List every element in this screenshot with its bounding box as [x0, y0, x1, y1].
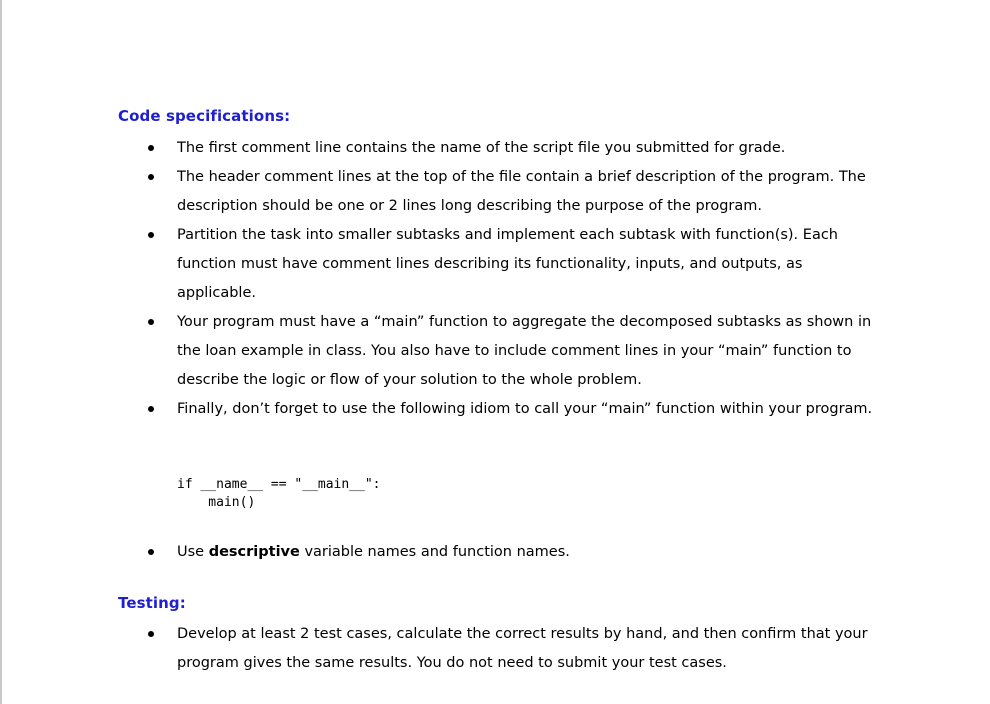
bullet-text: The header comment lines at the top of the file contain a brief description of the program. The description should be one or 2 lines long describing the purpose of the program.	[177, 169, 866, 214]
testing-heading: Testing:	[118, 594, 186, 612]
list-item	[0, 620, 877, 678]
bullet-icon	[148, 145, 154, 151]
list-item	[0, 308, 877, 395]
code-line: if __name__ == "__main__":	[177, 477, 381, 492]
bullet-icon	[148, 232, 154, 238]
list-item	[0, 221, 877, 308]
bullet-icon	[148, 319, 154, 325]
testing-list	[0, 620, 990, 678]
naming-guideline-list	[0, 538, 990, 567]
list-item	[0, 538, 877, 567]
list-item	[0, 134, 877, 163]
list-item	[0, 163, 877, 221]
bullet-text-suffix: variable names and function names.	[299, 544, 570, 560]
main-idiom-code-block	[177, 476, 381, 512]
bullet-text: Finally, don’t forget to use the following idiom to call your “main” function within your program.	[177, 401, 873, 417]
bullet-text: The first comment line contains the name of the script file you submitted for grade.	[177, 140, 786, 156]
bullet-icon	[148, 174, 154, 180]
bullet-icon	[148, 549, 154, 555]
list-item	[0, 395, 877, 424]
bullet-icon	[148, 406, 154, 412]
bullet-text: Develop at least 2 test cases, calculate the correct results by hand, and then confirm that your program gives the same results. You do not need to submit your test cases.	[177, 626, 868, 671]
code-specifications-heading: Code specifications:	[118, 107, 291, 125]
bullet-text: Partition the task into smaller subtasks and implement each subtask with function(s). Each function must have comment lines describing its functionality, inputs, and outputs, as applicable.	[177, 227, 838, 301]
bullet-icon	[148, 631, 154, 637]
code-specifications-list	[0, 134, 990, 424]
bullet-text-prefix: Use	[177, 544, 209, 560]
bullet-text-bold: descriptive	[208, 544, 300, 560]
bullet-text: Your program must have a “main” function to aggregate the decomposed subtasks as shown in the loan example in class. You also have to include comment lines in your “main” function to describe the logic or flow of your solution to the whole problem.	[177, 314, 872, 388]
code-line: main()	[177, 495, 256, 510]
